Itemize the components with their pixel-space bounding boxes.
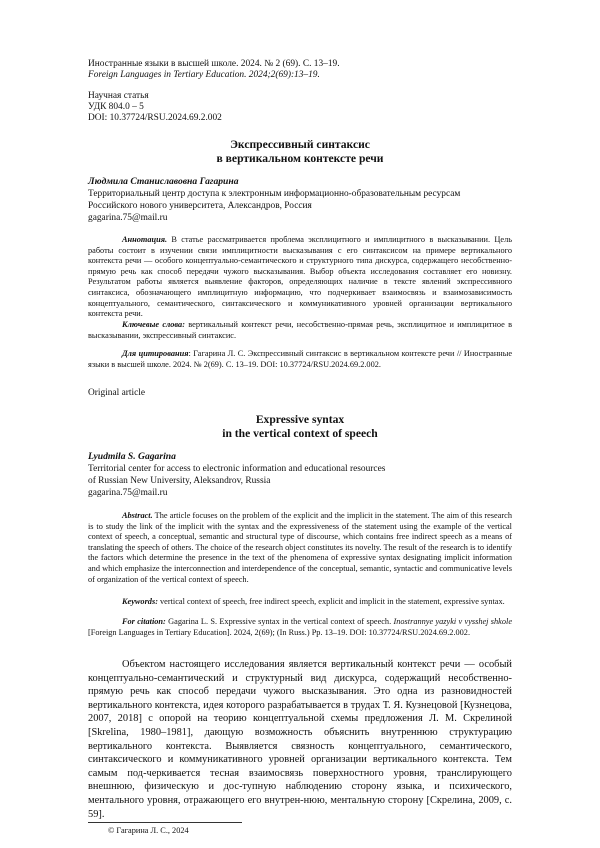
abstract-en-label: Abstract. — [122, 511, 153, 520]
affiliation-en-line2: of Russian New University, Aleksandrov, Russia — [88, 476, 271, 486]
udc-code: УДК 804.0 – 5 — [88, 102, 144, 112]
email-en[interactable]: gagarina.75@mail.ru — [88, 488, 168, 498]
title-en-line1: Expressive syntax — [255, 413, 345, 426]
citation-en-text-a: Gagarina L. S. Expressive syntax in the vertical context of speech. — [165, 617, 394, 626]
keywords-ru-label: Ключевые слова: — [122, 320, 185, 329]
affiliation-ru-line2: Российского нового университета, Александров, Россия — [88, 201, 312, 211]
keywords-en-text: vertical context of speech, free indirect speech, explicit and implicit in the statement, expressive syntax. — [157, 597, 505, 606]
article-type-ru: Научная статья — [88, 91, 149, 101]
title-ru-line2: в вертикальном контексте речи — [216, 152, 384, 165]
email-ru[interactable]: gagarina.75@mail.ru — [88, 213, 168, 223]
abstract-ru-text: В статье рассматривается проблема эксплицитного и имплицитного в высказывании. Цель работы состоит в изучении связи имплицитности высказывания с его синтаксисом на примере вертикального контекста речи — особого концептуально-семантического и структурного типа дискурса, содержащего несобственно-прямую речь как способ передачи чужого высказывания. Выбор объекта исследования составляет его новизну. Результатом работы является выявление факторов, определяющих наличие в тексте явлений экспрессивного синтаксиса, обозначающего имплицитную информацию, что подчеркивает взаимосвязь и взаимозависимость концептуального, семантического, синтаксического и коммуникативного уровней организации вертикального контекста речи. — [88, 235, 512, 319]
abstract-en-text: The article focuses on the problem of the explicit and the implicit in the statement. The aim of this research is to study the link of the implicit with the syntax and the expressiveness of the statement using the example of the vertical context of speech, a conceptual, semantic and structural type of discourse, which contains free indirect speech as a means of translating the speech of others. The choice of the research object constitutes its novelty. The result of the research is to identify the factors which determine the presence in the text of the phenomena of expressive syntax designating implicit information and which emphasize the interconnection and interdependence of the conceptual, semantic, syntactic and communicative levels of organization of the vertical context of speech. — [88, 511, 512, 584]
keywords-en-label: Keywords: — [122, 597, 158, 606]
abstract-en — [88, 511, 512, 585]
journal-citation-en: Foreign Languages in Tertiary Education. 2024;2(69):13–19. — [88, 70, 320, 80]
author-ru: Людмила Станиславовна Гагарина — [88, 176, 239, 187]
citation-ru-label: Для цитирования — [122, 349, 189, 358]
abstract-ru — [88, 235, 512, 320]
affiliation-en-line1: Territorial center for access to electronic information and educational resources — [88, 464, 386, 474]
citation-en — [88, 617, 512, 638]
title-en-line2: in the vertical context of speech — [222, 427, 378, 440]
author-en: Lyudmila S. Gagarina — [88, 451, 176, 462]
keywords-ru — [88, 320, 512, 341]
body-paragraph: Объектом настоящего исследования является вертикальный контекст речи — особый концептуально-семантический и структурный вид дискурса, содержащий несобственно-прямую речь как способ передачи чужого высказывания. Это одна из разновидностей вертикального контекста, идея которого разрабатывается в трудах Т. Я. Кузнецовой [Кузнецова, 2007, 2018] с опорой на теорию концептуальной схемы предложения Л. М. Скрелиной [Skrelina, 1980–1981], дающую возможность объяснить внутреннюю структурацию вертикального контекста. Выявляется связность концептуального, семантического, синтаксического и коммуникативного уровней организации вертикального контекста. Тем самым под-черкивается тесная взаимосвязь поверхностного уровня, транслирующего внешнюю, физическую и дос-тупную наблюдению сторону языка, и психического, ментального уровня, отражающего его внутрен-нюю, ментальную сторону [Скрелина, 2009, с. 59]. — [88, 659, 512, 820]
copyright: © Гагарина Л. С., 2024 — [108, 826, 189, 835]
journal-citation-ru: Иностранные языки в высшей школе. 2024. № 2 (69). С. 13–19. — [88, 59, 340, 69]
keywords-en — [88, 597, 512, 608]
citation-en-text-b: [Foreign Languages in Tertiary Education]. 2024, 2(69); (In Russ.) Pp. 13–19. DOI: 10.37724/RSU.2024.69.2.002. — [88, 627, 471, 637]
citation-ru — [88, 349, 512, 370]
title-ru-line1: Экспрессивный синтаксис — [230, 138, 370, 151]
affiliation-ru-line1: Территориальный центр доступа к электронным информационно-образовательным ресурсам — [88, 189, 461, 199]
footnote-divider — [88, 822, 242, 823]
abstract-ru-label: Аннотация. — [122, 235, 168, 244]
citation-ru-text: : Гагарина Л. С. Экспрессивный синтаксис в вертикальном контексте речи // Иностранные языки в высшей школе. 2024. № 2(69). С. 13–19. DOI: 10.37724/RSU.2024.69.2.002. — [88, 349, 512, 369]
article-type-en: Original article — [88, 388, 146, 398]
doi: DOI: 10.37724/RSU.2024.69.2.002 — [88, 113, 222, 123]
citation-en-label: For citation: — [122, 617, 166, 626]
citation-en-journal: Inostrannye yazyki v vysshej shkole — [393, 617, 513, 626]
keywords-ru-text: вертикальный контекст речи, несобственно-прямая речь, эксплицитное и имплицитное в высказывании, экспрессивный синтаксис. — [88, 320, 512, 340]
